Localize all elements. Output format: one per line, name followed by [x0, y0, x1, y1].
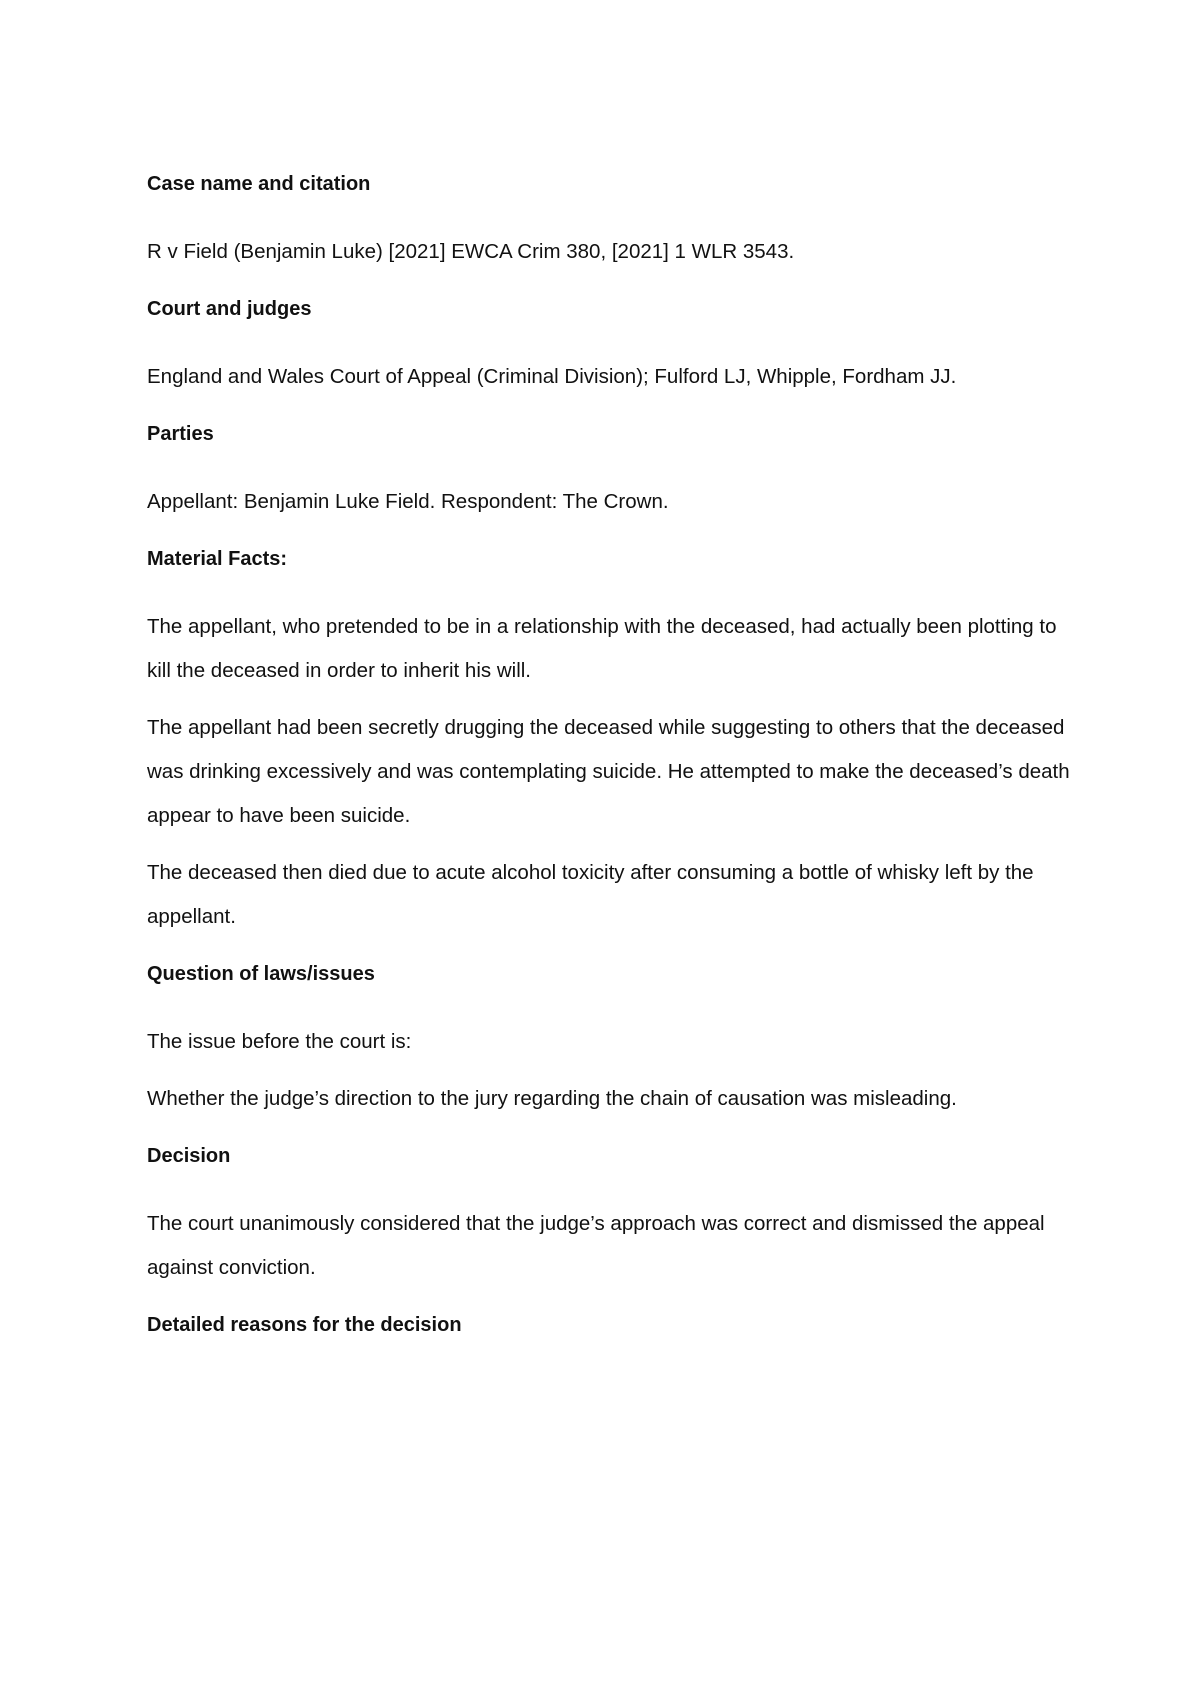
section-heading-issues: Question of laws/issues: [147, 963, 375, 985]
section-heading-material-facts: Material Facts:: [147, 548, 288, 570]
case-citation: R v Field (Benjamin Luke) [2021] EWCA Crim 380, [2021] 1 WLR 3543.: [147, 240, 795, 263]
material-facts-paragraph: The deceased then died due to acute alcohol toxicity after consuming a bottle of whisky left by the appellant.: [147, 861, 1034, 928]
section-heading-court: Court and judges: [147, 298, 312, 320]
section-heading-case-name: Case name and citation: [147, 173, 371, 195]
section-heading-parties: Parties: [147, 423, 214, 445]
parties-text: Appellant: Benjamin Luke Field. Respondent: The Crown.: [147, 490, 669, 513]
decision-text: The court unanimously considered that the judge’s approach was correct and dismissed the appeal against conviction.: [147, 1212, 1045, 1279]
section-heading-decision: Decision: [147, 1145, 231, 1167]
document-body: [147, 173, 1077, 1382]
issues-intro: The issue before the court is:: [147, 1030, 412, 1053]
issues-question: Whether the judge’s direction to the jury regarding the chain of causation was misleading.: [147, 1087, 957, 1110]
court-and-judges-text: England and Wales Court of Appeal (Criminal Division); Fulford LJ, Whipple, Fordham JJ.: [147, 365, 957, 388]
material-facts-paragraph: The appellant, who pretended to be in a relationship with the deceased, had actually been plotting to kill the deceased in order to inherit his will.: [147, 615, 1057, 682]
material-facts-paragraph: The appellant had been secretly drugging the deceased while suggesting to others that the deceased was drinking excessively and was contemplating suicide. He attempted to make the deceased’s death appear to have been suicide.: [147, 716, 1070, 827]
section-heading-detailed-reasons: Detailed reasons for the decision: [147, 1314, 462, 1336]
